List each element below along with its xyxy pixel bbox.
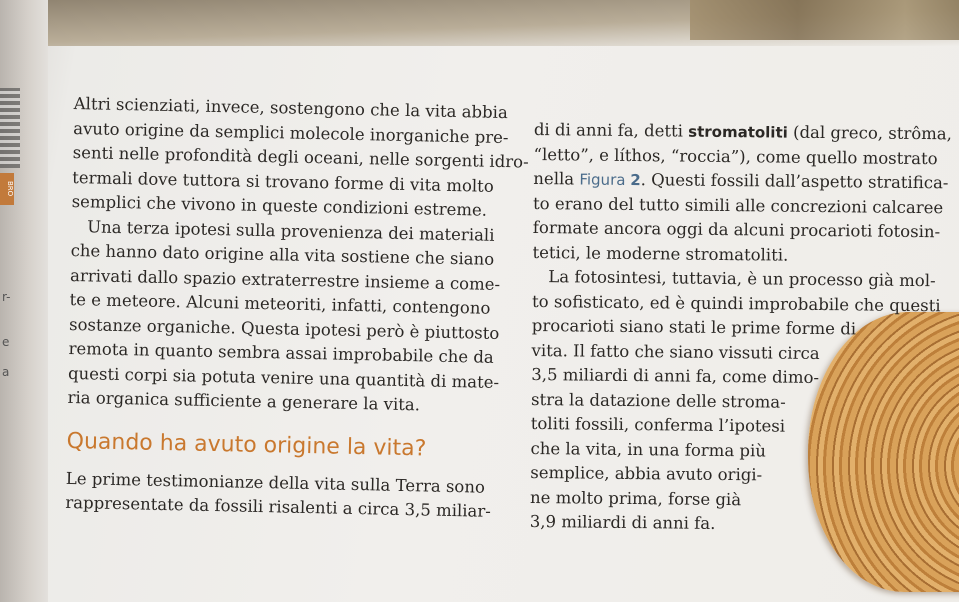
margin-tag: BRO	[0, 173, 14, 205]
qr-code-fragment	[0, 88, 20, 168]
text-line: La fotosintesi, tuttavia, è un processo già mol-	[548, 267, 936, 291]
text-line: termali dove tuttora si trovano forme di vita molto	[72, 167, 494, 196]
figure-reference	[579, 170, 640, 189]
paragraph-2	[67, 214, 521, 419]
text-fragment: nella	[533, 168, 580, 189]
text-line: questi corpi sia potuta venire una quantità di mate-	[67, 363, 500, 392]
text-line: ne molto prima, forse già	[529, 487, 742, 509]
text-line: to erano del tutto simili alle concrezioni calcaree	[533, 193, 944, 217]
section-heading: Quando ha avuto origine la vita?	[66, 428, 427, 461]
text-fragment: . Questi fossili dall’aspetto stratifica-	[640, 170, 949, 193]
text-line: che hanno dato origine alla vita sostiene che siano	[70, 240, 495, 269]
text-line: rappresentate da fossili risalenti a circa 3,5 miliar-	[65, 492, 492, 521]
text-line: tetici, le moderne stromatoliti.	[532, 242, 789, 265]
figure-number: 2	[630, 171, 641, 190]
text-line: toliti fossili, conferma l’ipotesi	[530, 413, 786, 436]
text-line	[533, 167, 949, 196]
top-photo-fragment	[690, 0, 959, 40]
text-fragment: (dal greco, strôma,	[787, 122, 953, 144]
text-line: avuto origine da semplici molecole inorganiche pre-	[73, 118, 509, 147]
text-line: te e meteore. Alcuni meteoriti, infatti, contengono	[69, 289, 491, 318]
text-line: 3,9 miliardi di anni fa.	[529, 511, 716, 533]
text-line: Una terza ipotesi sulla provenienza dei materiali	[86, 216, 495, 245]
text-line: arrivati dallo spazio extraterrestre insieme a come-	[69, 265, 501, 294]
text-line: formate ancora oggi da alcuni procarioti fotosin-	[532, 217, 941, 242]
text-line: 3,5 miliardi di anni fa, come dimo-	[531, 364, 820, 387]
text-line: ria organica sufficiente a generare la vita.	[67, 387, 421, 415]
text-line: vita. Il fatto che siano vissuti circa	[531, 340, 820, 363]
text-fragment: di di anni fa, detti	[533, 119, 689, 141]
text-line: Le prime testimonianze della vita sulla Terra sono	[65, 468, 486, 497]
text-line: remota in quanto sembra assai improbabile che da	[68, 338, 494, 367]
left-column	[65, 92, 529, 525]
text-line: procarioti siano stati le prime forme di	[531, 315, 857, 339]
text-line: che la vita, in una forma più	[530, 438, 767, 460]
term-stromatoliti: stromatoliti	[688, 122, 788, 142]
paragraph-4	[532, 118, 953, 269]
text-line	[533, 118, 953, 147]
paragraph-1	[71, 92, 529, 224]
text-line: Altri scienziati, invece, sostengono che la vita abbia	[73, 93, 508, 123]
text-line: “letto”, e líthos, “roccia”), come quello mostrato	[533, 144, 938, 168]
margin-mark: r-	[2, 290, 11, 304]
right-column	[529, 118, 953, 539]
margin-mark: a	[2, 365, 10, 379]
text-line: stra la datazione delle stroma-	[530, 389, 786, 412]
text-line: senti nelle profondità degli oceani, nelle sorgenti idro-	[72, 142, 529, 172]
paragraph-3	[65, 466, 516, 524]
figure-word: Figura	[579, 170, 626, 189]
text-line: to sofisticato, ed è quindi improbabile che questi	[531, 291, 941, 315]
text-line: sostanze organiche. Questa ipotesi però è piuttosto	[68, 314, 500, 343]
margin-mark: e	[2, 335, 10, 349]
text-line: semplici che vivono in queste condizioni estreme.	[71, 191, 488, 220]
text-line: semplice, abbia avuto origi-	[530, 462, 763, 485]
paragraph-5	[530, 265, 943, 539]
